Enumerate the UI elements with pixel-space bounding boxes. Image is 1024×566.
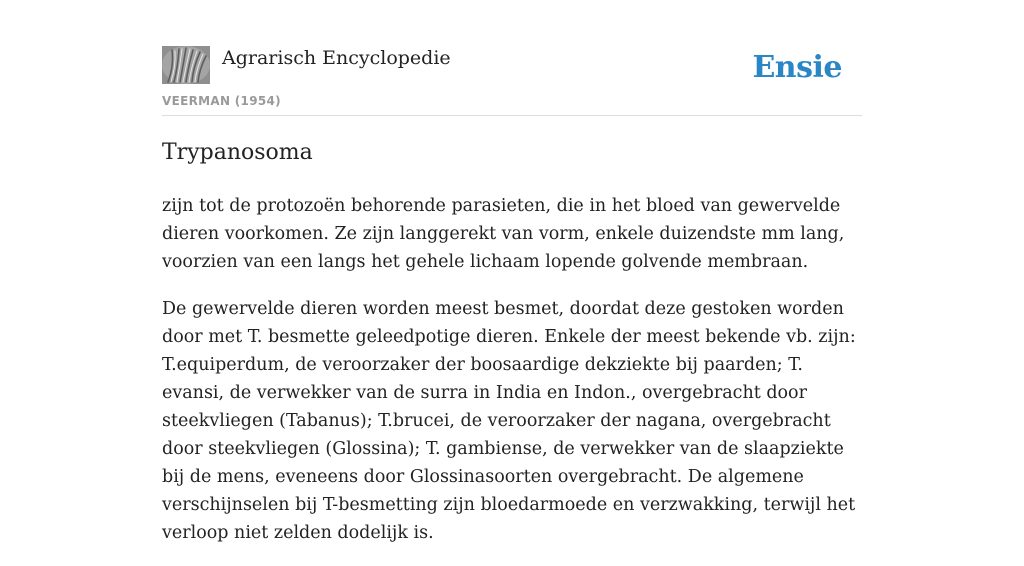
article-body xyxy=(162,192,862,566)
paragraph: De gewervelde dieren worden meest besmet, doordat deze gestoken worden door met T. besmette geleedpotige dieren. Enkele der meest bekende vb. zijn: T.equiperdum, de veroorzaker der boosaardige dekziekte bij paarden; T. evansi, de verwekker van de surra in India en Indon., overgebracht door steekvliegen (Tabanus); T.brucei, de veroorzaker der nagana, overgebracht door steekvliegen (Glossina); T. gambiense, de verwekker van de slaapziekte bij de mens, eveneens door Glossinasoorten overgebracht. De algemene verschijnselen bij T-besmetting zijn bloedarmoede en verzwakking, terwijl het verloop niet zelden dodelijk is. xyxy=(162,299,856,543)
divider xyxy=(162,115,862,116)
paragraph: zijn tot de protozoën behorende parasieten, die in het bloed van gewervelde dieren voorkomen. Ze zijn langgerekt van vorm, enkele duizendste mm lang, voorzien van een langs het gehele lichaam lopende golvende membraan. xyxy=(162,196,845,272)
wheat-icon[interactable] xyxy=(162,46,210,84)
brand-logo[interactable]: Ensie xyxy=(752,50,842,85)
author-label: VEERMAN (1954) xyxy=(162,94,281,108)
header xyxy=(162,44,862,116)
article-title: Trypanosoma xyxy=(162,140,313,165)
encyclopedia-title[interactable]: Agrarisch Encyclopedie xyxy=(222,47,451,69)
